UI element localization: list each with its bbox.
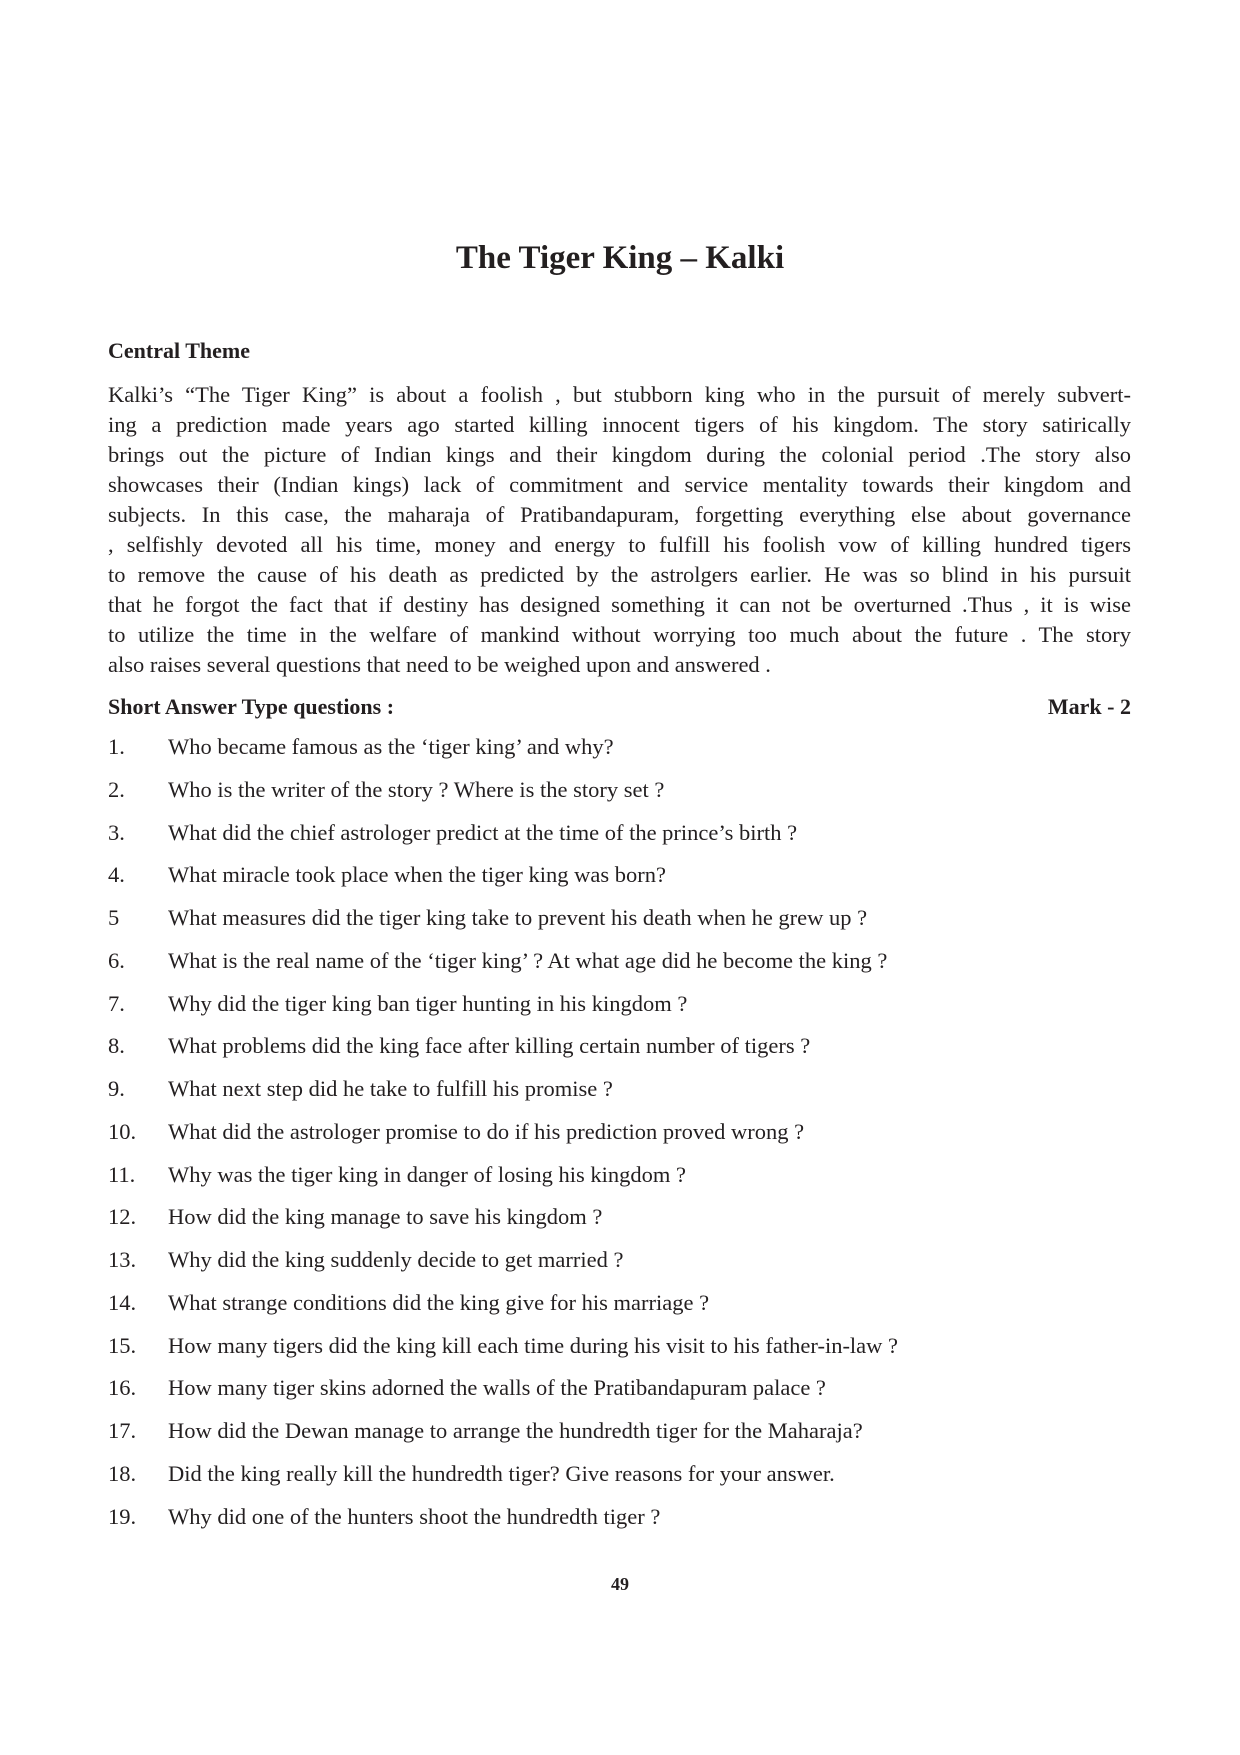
question-number: 13. [108,1247,137,1272]
question-number: 12. [108,1204,137,1230]
question-text: How many tiger skins adorned the walls of the Pratibandapuram palace ? [168,1375,826,1401]
question-item [108,1459,1131,1502]
question-text: How did the king manage to save his kingdom ? [168,1204,603,1230]
question-number: 2. [108,776,125,802]
question-item [108,1288,1131,1331]
question-number: 19. [108,1503,137,1529]
question-item [108,946,1131,989]
question-text: What miracle took place when the tiger king was born? [168,862,666,888]
central-theme-heading: Central Theme [108,338,250,363]
paragraph-line: to remove the cause of his death as predicted by the astrolgers earlier. He was so blind in his pursuit [108,562,1131,587]
page-number: 49 [611,1574,629,1594]
question-number: 16. [108,1375,137,1401]
question-item [108,989,1131,1032]
paragraph-line: showcases their (Indian kings) lack of commitment and service mentality towards their kingdom and [108,472,1131,497]
question-number: 5 [108,905,120,930]
marks-label: Mark - 2 [1047,694,1131,719]
question-number: 18. [108,1460,137,1486]
question-number: 4. [108,862,125,888]
question-number: 7. [108,990,125,1016]
question-text: Why did the tiger king ban tiger hunting in his kingdom ? [168,990,688,1016]
question-item [108,1373,1131,1416]
question-list [108,732,1131,1544]
question-item [108,732,1131,775]
question-number: 11. [108,1161,136,1187]
question-text: Who is the writer of the story ? Where is the story set ? [168,776,665,802]
question-number: 9. [108,1076,125,1101]
question-item [108,1160,1131,1203]
question-text: Why did one of the hunters shoot the hundredth tiger ? [168,1503,661,1529]
question-item [108,1117,1131,1160]
short-answer-header [108,692,1131,722]
question-item [108,1031,1131,1074]
question-text: How many tigers did the king kill each time during his visit to his father-in-law ? [168,1332,899,1358]
question-number: 8. [108,1033,125,1059]
question-item [108,775,1131,818]
question-item [108,818,1131,861]
paragraph-line: brings out the picture of Indian kings and their kingdom during the colonial period .The story also [108,442,1131,467]
question-item [108,1074,1131,1117]
question-item [108,1245,1131,1288]
short-answer-heading: Short Answer Type questions : [108,694,395,719]
question-number: 1. [108,734,125,759]
question-text: How did the Dewan manage to arrange the hundredth tiger for the Maharaja? [168,1418,863,1443]
question-text: Why was the tiger king in danger of losing his kingdom ? [168,1161,687,1187]
question-item [108,1331,1131,1374]
question-item [108,1202,1131,1245]
paragraph-line: ing a prediction made years ago started killing innocent tigers of his kingdom. The story satirically [108,412,1131,437]
question-text: What next step did he take to fulfill his promise ? [168,1076,613,1101]
question-item [108,1416,1131,1459]
paragraph-line: to utilize the time in the welfare of mankind without worrying too much about the future . The story [108,622,1131,647]
question-number: 6. [108,947,125,973]
question-number: 15. [108,1332,137,1358]
paragraph-line: that he forgot the fact that if destiny has designed something it can not be overturned .Thus , it is wise [108,592,1131,617]
paragraph-line: subjects. In this case, the maharaja of Pratibandapuram, forgetting everything else about governance [108,502,1131,527]
question-text: What did the chief astrologer predict at the time of the prince’s birth ? [168,819,798,845]
question-text: Why did the king suddenly decide to get married ? [168,1247,624,1272]
question-text: What is the real name of the ‘tiger king’ ? At what age did he become the king ? [168,947,888,973]
question-item [108,860,1131,903]
paragraph-line: Kalki’s “The Tiger King” is about a foolish , but stubborn king who in the pursuit of merely subvert- [108,382,1131,407]
question-item [108,903,1131,946]
central-theme-paragraph [108,380,1131,680]
page-title: The Tiger King – Kalki [455,240,785,276]
question-text: What measures did the tiger king take to prevent his death when he grew up ? [168,905,868,930]
question-text: What did the astrologer promise to do if his prediction proved wrong ? [168,1118,805,1144]
question-number: 14. [108,1289,137,1315]
question-text: What strange conditions did the king give for his marriage ? [168,1289,710,1315]
question-text: What problems did the king face after killing certain number of tigers ? [168,1033,811,1059]
question-text: Who became famous as the ‘tiger king’ and why? [168,734,614,759]
paragraph-line: also raises several questions that need to be weighed upon and answered . [108,652,771,677]
paragraph-line: , selfishly devoted all his time, money and energy to fulfill his foolish vow of killing hundred tigers [108,532,1131,557]
question-number: 17. [108,1418,137,1443]
question-number: 3. [108,819,125,845]
question-number: 10. [108,1118,137,1144]
question-item [108,1502,1131,1545]
question-text: Did the king really kill the hundredth tiger? Give reasons for your answer. [168,1460,835,1486]
